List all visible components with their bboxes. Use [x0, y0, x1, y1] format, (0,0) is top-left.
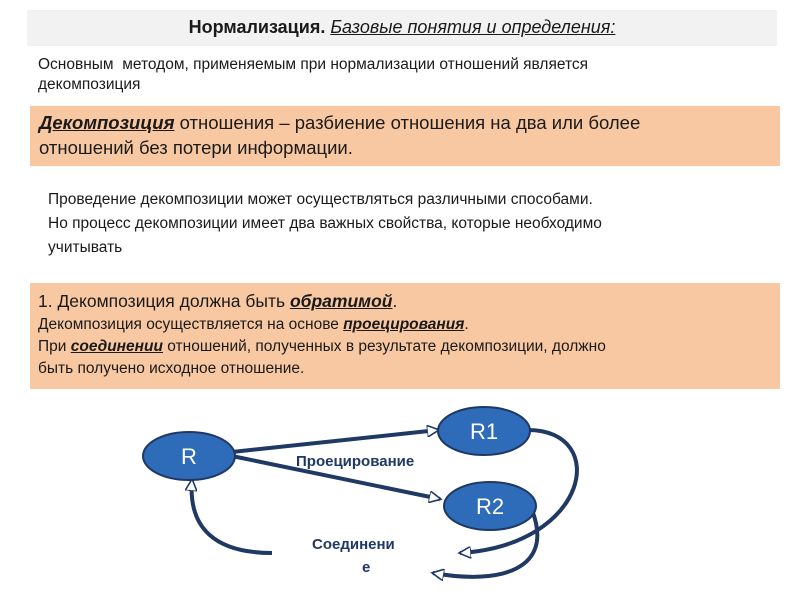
title-bold: Нормализация.: [188, 17, 326, 37]
node-r2-label: R2: [475, 494, 505, 519]
arrow-r-to-r1: [232, 430, 438, 452]
definition-line-1: [39, 110, 772, 135]
node-r2: [444, 482, 536, 530]
intro-line-2: декомпозиция: [38, 76, 141, 93]
rule-heading-post: .: [392, 291, 398, 311]
rule-box: [30, 283, 780, 389]
definition-box: [30, 106, 780, 166]
decomposition-diagram: [0, 395, 800, 600]
rule-p1-pre: Декомпозиция осуществляется на основе: [38, 316, 344, 333]
node-r: [143, 432, 235, 480]
rule-heading-em: обратимой: [289, 291, 393, 311]
slide-title: [27, 17, 777, 38]
info-text: [48, 188, 778, 260]
rule-p2-pre: При: [38, 338, 71, 355]
label-projection: Проецирование: [296, 453, 415, 470]
rule-p2-em: соединении: [70, 338, 163, 355]
node-r1: [438, 407, 530, 455]
node-r-label: R: [181, 444, 197, 469]
definition-line-2: отношений без потери информации.: [39, 137, 353, 158]
rule-p1-em: проецирования: [343, 316, 465, 333]
rule-p1-post: .: [464, 316, 469, 333]
info-line-1: Проведение декомпозиции может осуществляться различными способами.: [48, 191, 593, 208]
title-bar: [27, 10, 777, 46]
rule-heading: [38, 289, 772, 314]
rule-heading-pre: 1. Декомпозиция должна быть: [38, 291, 290, 311]
definition-term: Декомпозиция: [39, 112, 175, 133]
intro-text: [38, 55, 768, 95]
info-line-3: учитывать: [48, 239, 123, 256]
rule-paragraph-2: [38, 336, 772, 358]
title-italic: Базовые понятия и определения:: [330, 17, 616, 37]
info-line-2: Но процесс декомпозиции имеет два важных свойства, которые необходимо: [48, 215, 602, 232]
definition-rest: отношения – разбиение отношения на два или более: [174, 112, 641, 133]
rule-paragraph-3: быть получено исходное отношение.: [38, 360, 305, 377]
node-r1-label: R1: [469, 419, 499, 444]
arrow-to-r: [192, 480, 272, 553]
label-join-line-1: Соединени: [312, 536, 395, 553]
intro-line-1: Основным методом, применяемым при нормализации отношений является: [38, 56, 589, 73]
rule-p2-post: отношений, полученных в результате декомпозиции, должно: [162, 338, 606, 355]
rule-paragraph-1: [38, 314, 772, 336]
label-join-line-2: е: [362, 559, 371, 576]
